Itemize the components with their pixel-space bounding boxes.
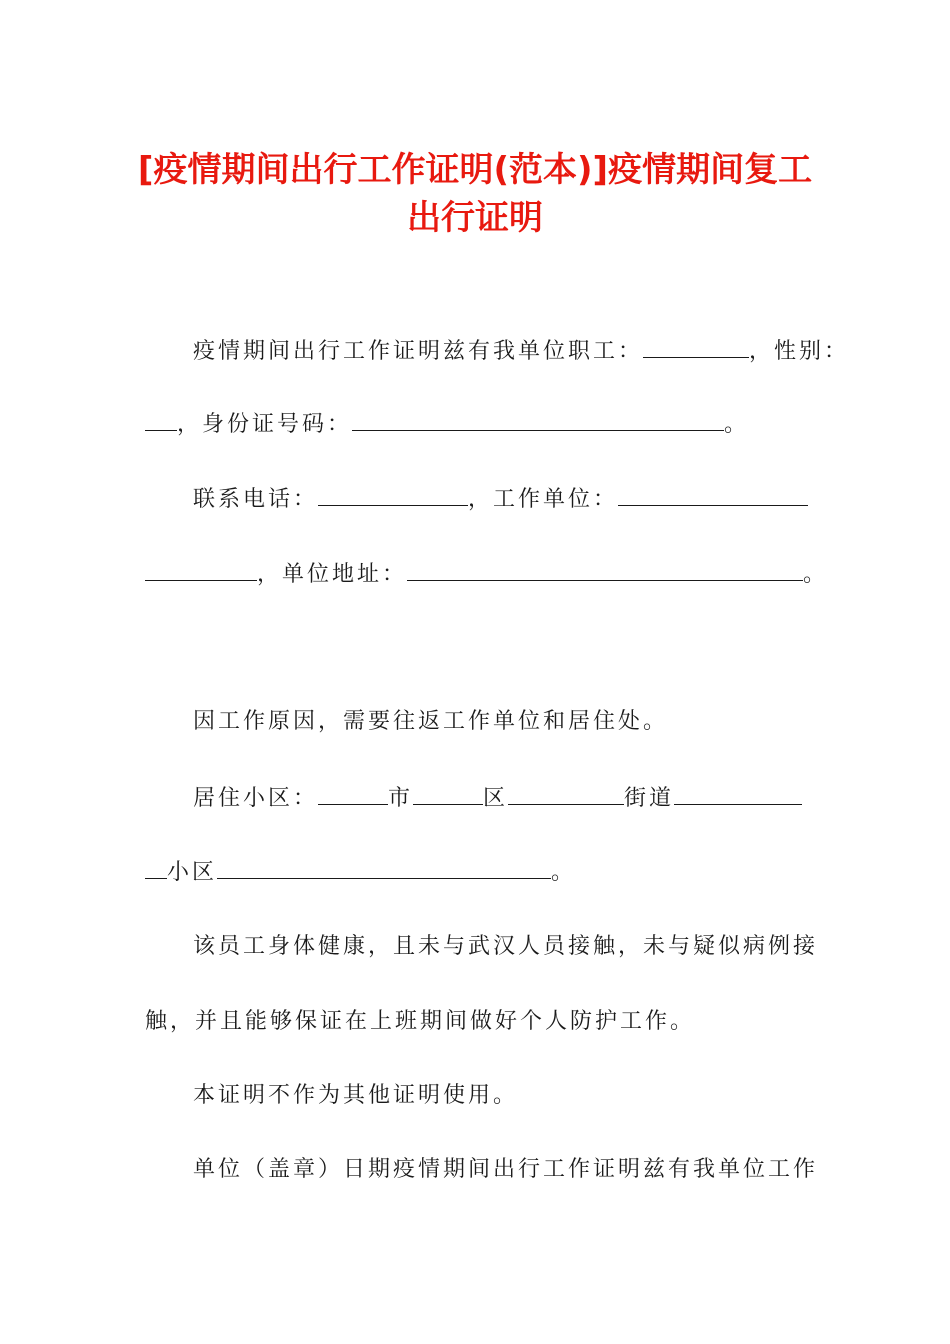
employee-name-blank[interactable] — [643, 337, 749, 358]
paragraph-employee-line-1 — [193, 337, 849, 367]
employee-label: 疫情期间出行工作证明兹有我单位职工： — [193, 339, 644, 364]
city-label: 市 — [388, 786, 414, 811]
paragraph-residence-line-2 — [145, 858, 576, 888]
phone-label: 联系电话： — [193, 487, 319, 512]
work-unit-blank-1[interactable] — [618, 485, 808, 506]
gender-label: ，性别： — [749, 339, 850, 364]
id-number-blank[interactable] — [352, 410, 724, 431]
work-unit-label: ，工作单位： — [468, 487, 619, 512]
paragraph-employee-line-2 — [145, 410, 749, 440]
unit-address-blank[interactable] — [407, 560, 803, 581]
paragraph-health-line-1: 该员工身体健康，且未与武汉人员接触，未与疑似病例接 — [193, 934, 819, 959]
paragraph-residence-line-1 — [193, 784, 802, 814]
paragraph-usage-note: 本证明不作为其他证明使用。 — [193, 1083, 519, 1108]
phone-blank[interactable] — [318, 485, 468, 506]
community-blank-1[interactable] — [674, 784, 802, 805]
gender-blank[interactable] — [145, 410, 177, 431]
paragraph-contact-line-2 — [145, 560, 828, 590]
unit-address-label: ，单位地址： — [257, 562, 408, 587]
document-title-line-2: 出行证明 — [407, 198, 543, 238]
community-name-blank[interactable] — [217, 858, 551, 879]
street-label: 街道 — [624, 786, 675, 811]
period-mark: 。 — [724, 412, 750, 437]
work-unit-blank-2[interactable] — [145, 560, 257, 581]
district-label: 区 — [483, 786, 509, 811]
residence-label: 居住小区： — [193, 786, 319, 811]
community-label: 小区 — [167, 860, 218, 885]
city-blank[interactable] — [318, 784, 388, 805]
period-mark: 。 — [803, 562, 829, 587]
period-mark: 。 — [551, 860, 577, 885]
street-blank[interactable] — [508, 784, 624, 805]
district-blank[interactable] — [413, 784, 483, 805]
paragraph-reason: 因工作原因，需要往返工作单位和居住处。 — [193, 709, 669, 734]
id-number-label: ，身份证号码： — [177, 412, 353, 437]
paragraph-health-line-2: 触，并且能够保证在上班期间做好个人防护工作。 — [145, 1009, 696, 1034]
document-title-line-1: [疫情期间出行工作证明(范本)]疫情期间复工 — [137, 150, 813, 190]
community-blank-2[interactable] — [145, 858, 167, 879]
paragraph-seal-date: 单位（盖章）日期疫情期间出行工作证明兹有我单位工作 — [193, 1157, 819, 1182]
paragraph-contact-line-1 — [193, 485, 808, 515]
